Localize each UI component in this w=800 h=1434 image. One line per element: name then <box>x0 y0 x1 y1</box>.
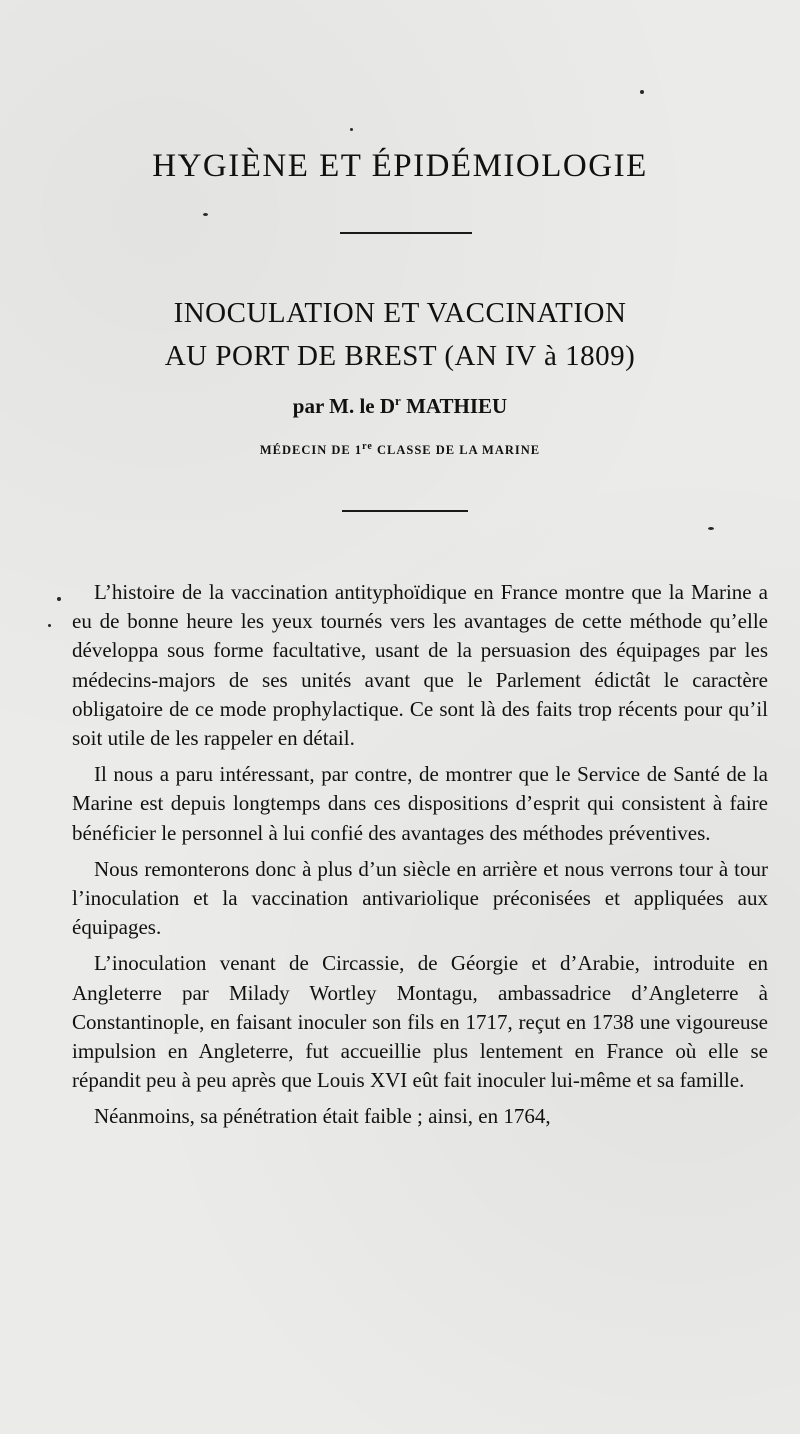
article-body <box>72 578 768 1139</box>
paragraph: L’histoire de la vaccination antityphoïdique en France montre que la Marine a eu de bonne heure les yeux tournés vers les avantages de cette méthode qu’elle développa sous forme facultative, usant de la persuasion des équipages par les médecins-majors de ses unités avant que le Parlement édictât le caractère obligatoire de ce mode prophylactique. Ce sont là des faits trop récents pour qu’il soit utile de les rappeler en détail. <box>72 580 768 751</box>
divider-rule <box>340 232 472 234</box>
affiliation-suffix: CLASSE DE LA MARINE <box>372 443 541 458</box>
print-speck <box>57 597 61 601</box>
print-speck <box>203 213 208 216</box>
paragraph: L’inoculation venant de Circassie, de Géorgie et d’Arabie, introduite en Angleterre par Milady Wortley Montagu, ambassadrice d’Angleterre à Constantinople, en faisant inoculer son fils en 1717, reçut en 1738 une vigoureuse impulsion en Angleterre, fut accueillie plus lentement en France où elle se répandit peu à peu après que Louis XVI eût fait inoculer lui-même et sa famille. <box>72 951 768 1093</box>
paragraph: Nous remonterons donc à plus d’un siècle en arrière et nous verrons tour à tour l’inoculation et la vaccination antivariolique préconisées et appliquées aux équipages. <box>72 856 768 940</box>
print-speck <box>708 527 714 530</box>
article-title <box>0 292 800 378</box>
author-name: MATHIEU <box>400 394 508 418</box>
print-speck <box>640 90 644 94</box>
paragraph: Néanmoins, sa pénétration était faible ; ainsi, en 1764, <box>94 1104 551 1129</box>
affiliation-prefix: MÉDECIN DE 1 <box>259 443 363 458</box>
byline-prefix: par M. le D <box>292 394 396 418</box>
divider-rule <box>342 510 468 512</box>
print-speck <box>350 128 353 131</box>
article-title-line-1: INOCULATION ET VACCINATION <box>173 297 627 329</box>
author-byline <box>0 393 800 419</box>
author-affiliation <box>0 441 800 458</box>
byline-sup: r <box>395 393 401 408</box>
article-title-line-2: AU PORT DE BREST (AN IV à 1809) <box>164 340 636 372</box>
paragraph: Il nous a paru intéressant, par contre, de montrer que le Service de Santé de la Marine est depuis longtemps dans ces dispositions d’esprit qui consistent à faire bénéficier le personnel à lui confié des avantages des méthodes préventives. <box>72 762 768 845</box>
print-speck <box>48 624 51 627</box>
affiliation-sup: re <box>362 441 373 452</box>
section-title: HYGIÈNE ET ÉPIDÉMIOLOGIE <box>152 148 648 184</box>
